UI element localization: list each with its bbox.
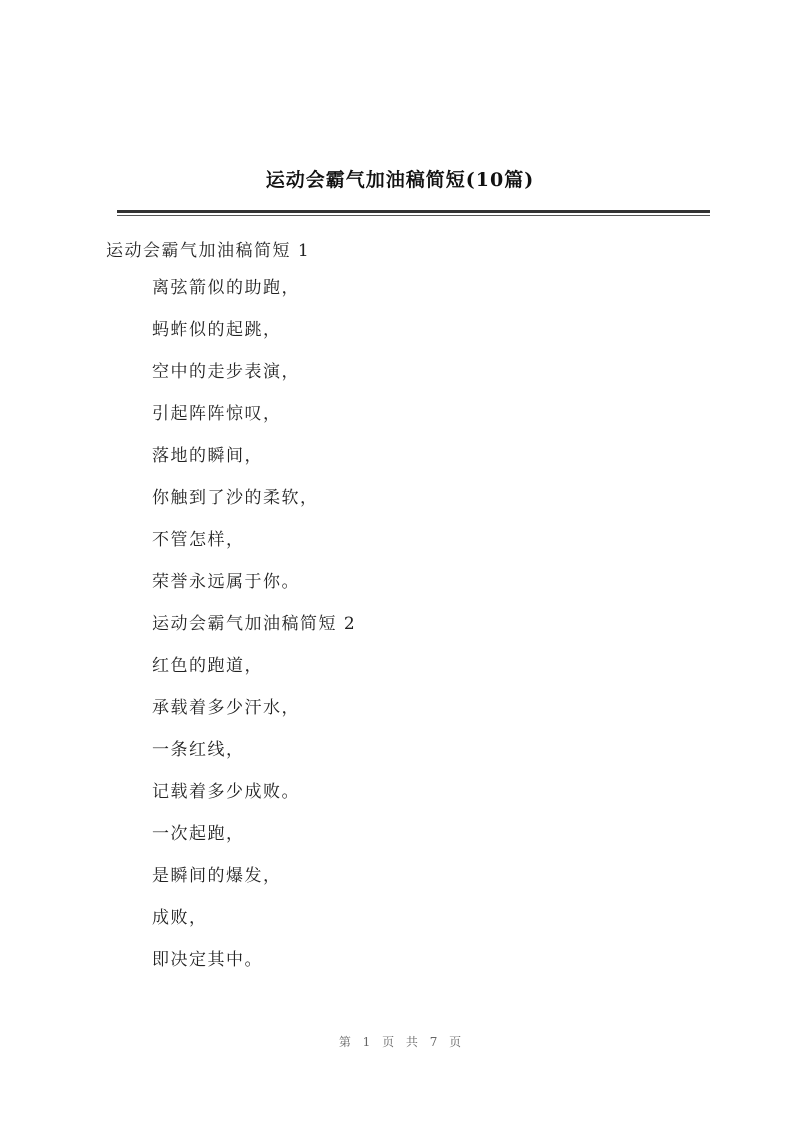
poem-line: 即决定其中。	[152, 950, 263, 970]
poem-line: 离弦箭似的助跑，	[152, 278, 300, 298]
title-divider-thin	[117, 215, 710, 216]
poem-line: 一条红线，	[152, 740, 245, 760]
title-divider-thick	[117, 210, 710, 213]
poem-line: 记载着多少成败。	[152, 782, 300, 802]
page-footer: 第 1 页 共 7 页	[338, 1035, 462, 1049]
poem-line: 成败，	[152, 908, 208, 928]
poem-line: 荣誉永远属于你。	[152, 572, 300, 592]
section-heading-2: 运动会霸气加油稿简短 2	[152, 614, 357, 634]
poem-line: 引起阵阵惊叹，	[152, 404, 282, 424]
poem-line: 是瞬间的爆发，	[152, 866, 282, 886]
poem-line: 落地的瞬间，	[152, 446, 263, 466]
section-heading: 运动会霸气加油稿简短 1	[106, 241, 311, 261]
poem-line: 空中的走步表演，	[152, 362, 300, 382]
poem-line: 不管怎样，	[152, 530, 245, 550]
poem-line: 你触到了沙的柔软，	[152, 488, 319, 508]
poem-line: 承载着多少汗水，	[152, 698, 300, 718]
poem-line: 一次起跑，	[152, 824, 245, 844]
poem-line: 红色的跑道，	[152, 656, 263, 676]
poem-line: 蚂蚱似的起跳，	[152, 320, 282, 340]
document-title: 运动会霸气加油稿简短(10篇)	[265, 169, 535, 191]
poem-lines	[152, 275, 356, 989]
